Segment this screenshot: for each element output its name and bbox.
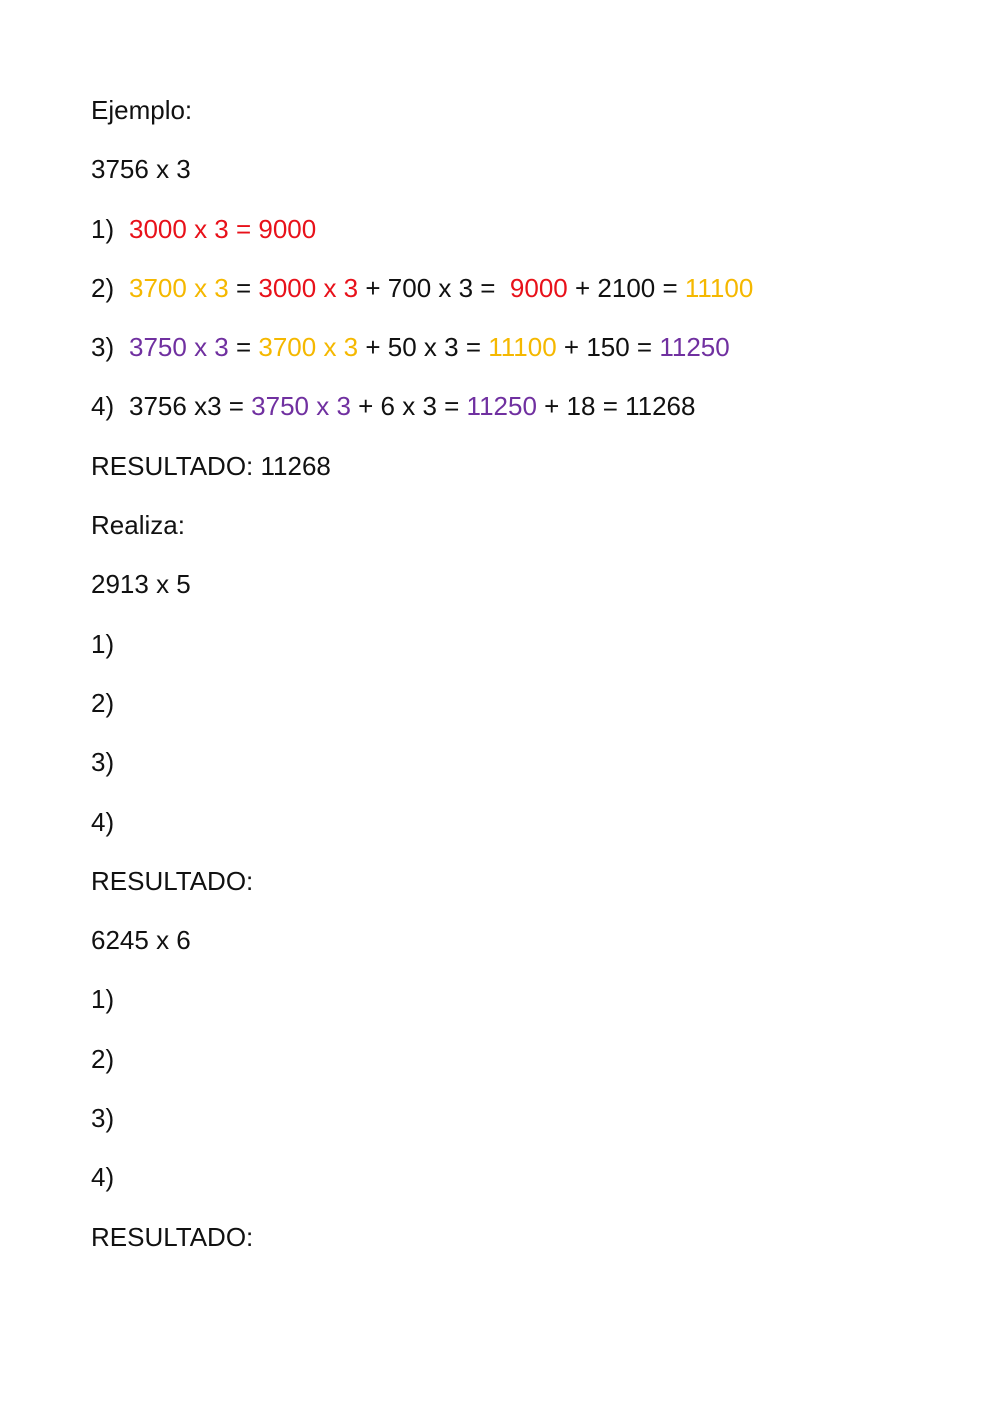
step-segment: + 150 = xyxy=(556,332,660,363)
step-segment: 3000 x 3 xyxy=(258,272,359,303)
step-segment: 11100 xyxy=(684,272,754,303)
step-number: 3) xyxy=(91,332,115,363)
exercise-step-1: 1) xyxy=(91,984,115,1015)
example-result: RESULTADO: 11268 xyxy=(91,450,331,481)
step-segment: 11250 xyxy=(466,391,537,422)
exercise-step-3: 3) xyxy=(91,1103,115,1134)
step-segment: 3700 x 3 xyxy=(129,272,229,303)
step-segment: = xyxy=(228,272,259,303)
step-segment: = xyxy=(228,332,259,363)
example-step-4 xyxy=(91,384,971,443)
exercise-heading: Realiza: xyxy=(91,510,185,541)
exercise-result: RESULTADO: xyxy=(91,1221,254,1252)
exercise-step-3: 3) xyxy=(91,747,115,778)
step-segment: 9000 xyxy=(509,272,568,303)
exercise-problem-2 xyxy=(91,918,971,1274)
exercise-problem-title: 2913 x 5 xyxy=(91,569,191,600)
step-number: 2) xyxy=(91,272,115,303)
step-segment: 3750 x 3 xyxy=(251,391,351,422)
example-step-2 xyxy=(91,266,971,325)
example-step-3 xyxy=(91,325,971,384)
step-segment: 11250 xyxy=(659,332,730,363)
step-number: 4) xyxy=(91,391,115,422)
exercise-step-2: 2) xyxy=(91,687,115,718)
step-segment: + 6 x 3 = xyxy=(350,391,467,422)
example-steps xyxy=(91,207,971,444)
exercise-step-4: 4) xyxy=(91,806,115,837)
step-segment: 3750 x 3 xyxy=(129,332,229,363)
example-step-1 xyxy=(91,207,971,266)
exercise-step-2: 2) xyxy=(91,1043,115,1074)
worksheet-page xyxy=(91,88,971,1274)
exercise-problem-title: 6245 x 6 xyxy=(91,925,191,956)
step-segment: 11100 xyxy=(488,332,557,363)
step-segment: + 700 x 3 = xyxy=(358,272,510,303)
example-problem: 3756 x 3 xyxy=(91,154,191,185)
step-segment: + 18 = 11268 xyxy=(536,391,696,422)
exercise-result: RESULTADO: xyxy=(91,865,254,896)
exercise-step-4: 4) xyxy=(91,1162,115,1193)
example-heading: Ejemplo: xyxy=(91,95,193,125)
step-segment: 3756 x3 = xyxy=(129,391,252,422)
step-segment: 3000 x 3 = 9000 xyxy=(129,213,317,244)
exercise-problem-1 xyxy=(91,562,971,918)
step-number: 1) xyxy=(91,213,115,244)
step-segment: + 50 x 3 = xyxy=(358,332,489,363)
step-segment: + 2100 = xyxy=(567,272,685,303)
step-segment: 3700 x 3 xyxy=(258,332,359,363)
exercise-step-1: 1) xyxy=(91,628,115,659)
